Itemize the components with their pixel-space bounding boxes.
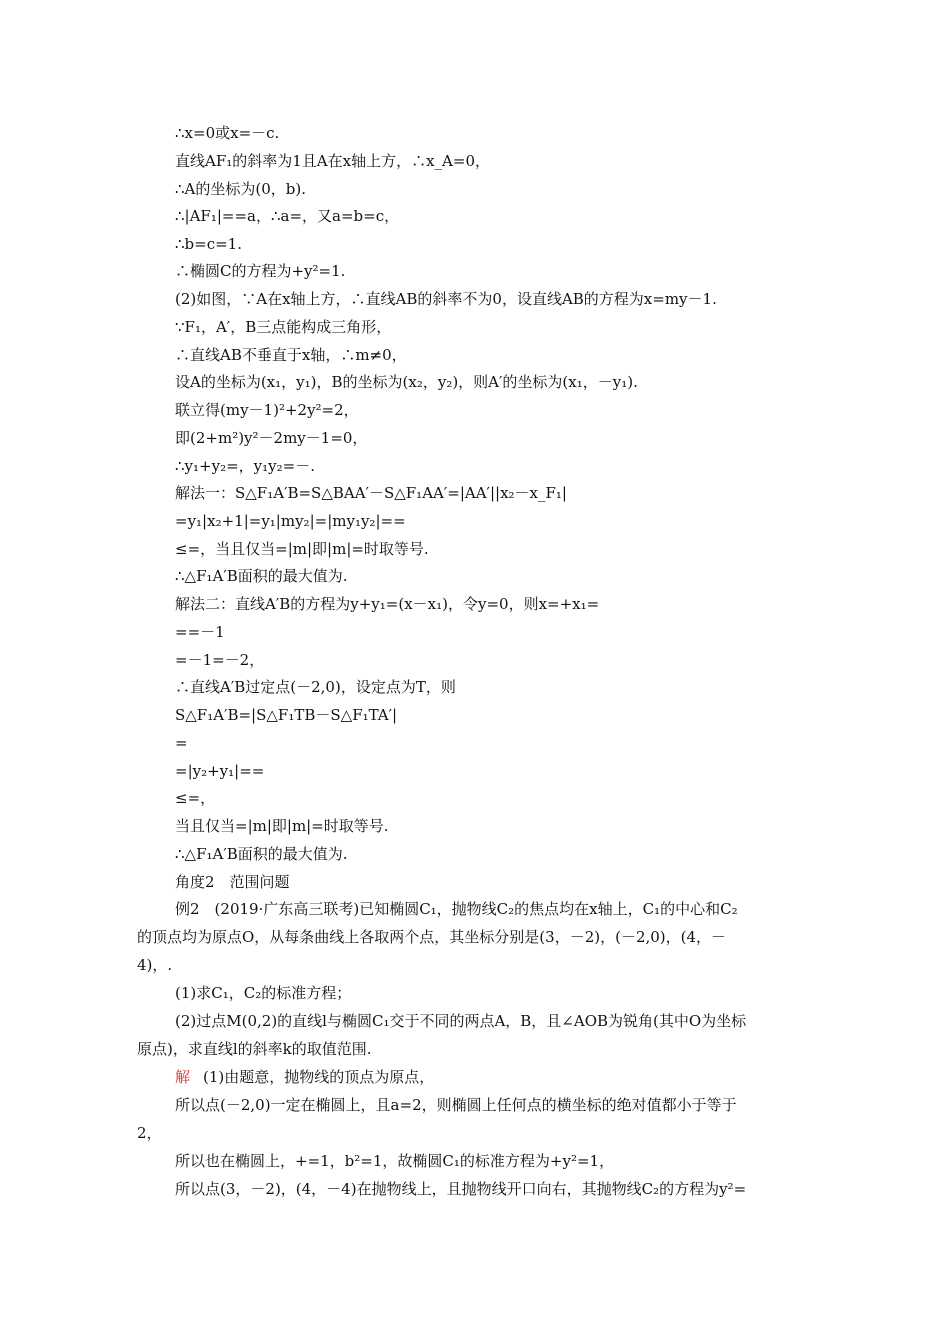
example-line: 4)，.	[137, 956, 173, 974]
text-line: 联立得(my－1)²+2y²=2，	[175, 401, 359, 419]
text-line: ∴b=c=1.	[175, 235, 242, 253]
text-line: =	[175, 734, 188, 752]
text-line: (2)如图，∵A在x轴上方，∴直线AB的斜率不为0，设直线AB的方程为x=my－1.	[175, 290, 717, 308]
text-line: ∴|AF₁|==a，∴a=，又a=b=c，	[175, 207, 400, 225]
text-line: S△F₁A′B=|S△F₁TB－S△F₁TA′|	[175, 706, 398, 724]
text-line: ∴直线AB不垂直于x轴，∴m≠0，	[175, 346, 407, 364]
solution-label: 解	[175, 1068, 191, 1086]
text-line: 所以点(－2,0)一定在椭圆上，且a=2，则椭圆上任何点的横坐标的绝对值都小于等于	[175, 1096, 737, 1114]
example-line: 的顶点均为原点O，从每条曲线上各取两个点，其坐标分别是(3，－2)，(－2,0)，(4，－	[137, 928, 727, 946]
text-line: ∴y₁+y₂=，y₁y₂=－.	[175, 457, 315, 475]
text-line: 即(2+m²)y²－2my－1=0，	[175, 429, 368, 447]
text-line: =－1=－2，	[175, 651, 265, 669]
example-line: 例2 (2019·广东高三联考)已知椭圆C₁，抛物线C₂的焦点均在x轴上，C₁的中心和C₂	[175, 900, 738, 918]
text-line: ==－1	[175, 623, 225, 641]
question-line: (2)过点M(0,2)的直线l与椭圆C₁交于不同的两点A，B，且∠AOB为锐角(其中O为坐标	[175, 1012, 747, 1030]
text-line: ∵F₁，A′，B三点能构成三角形，	[175, 318, 392, 336]
text-line: 2，	[137, 1124, 162, 1142]
text-line: ∴△F₁A′B面积的最大值为.	[175, 845, 348, 863]
text-line: ∴直线A′B过定点(－2,0)，设定点为T，则	[175, 678, 456, 696]
text-line: ≤=，当且仅当=|m|即|m|=时取等号.	[175, 540, 429, 558]
text-line: 所以点(3，－2)，(4，－4)在抛物线上，且抛物线开口向右，其抛物线C₂的方程为y²=	[175, 1180, 747, 1198]
text-line: ∴椭圆C的方程为+y²=1.	[175, 262, 346, 280]
text-line: ∴x=0或x=－c.	[175, 124, 280, 142]
text-line: =y₁|x₂+1|=y₁|my₂|=|my₁y₂|==	[175, 512, 406, 530]
text-line: ≤=，	[175, 789, 216, 807]
text-line: 设A的坐标为(x₁，y₁)，B的坐标为(x₂，y₂)，则A′的坐标为(x₁，－y₁).	[175, 373, 638, 391]
question-line: (1)求C₁，C₂的标准方程；	[175, 984, 352, 1002]
text-line: (1)由题意，抛物线的顶点为原点，	[203, 1068, 435, 1086]
section-heading: 角度2 范围问题	[175, 873, 290, 891]
text-line: 解法一：S△F₁A′B=S△BAA′－S△F₁AA′=|AA′||x₂－x_F₁|	[175, 484, 567, 502]
text-line: ∴A的坐标为(0，b).	[175, 180, 306, 198]
text-line: 所以也在椭圆上，+=1，b²=1，故椭圆C₁的标准方程为+y²=1，	[175, 1152, 615, 1170]
question-line: 原点)，求直线l的斜率k的取值范围.	[137, 1040, 372, 1058]
text-line: 当且仅当=|m|即|m|=时取等号.	[175, 817, 389, 835]
text-line: 直线AF₁的斜率为1且A在x轴上方，∴x_A=0，	[175, 152, 490, 170]
text-line: 解法二：直线A′B的方程为y+y₁=(x－x₁)，令y=0，则x=+x₁=	[175, 595, 600, 613]
text-line: =|y₂+y₁|==	[175, 762, 265, 780]
text-line: ∴△F₁A′B面积的最大值为.	[175, 567, 348, 585]
